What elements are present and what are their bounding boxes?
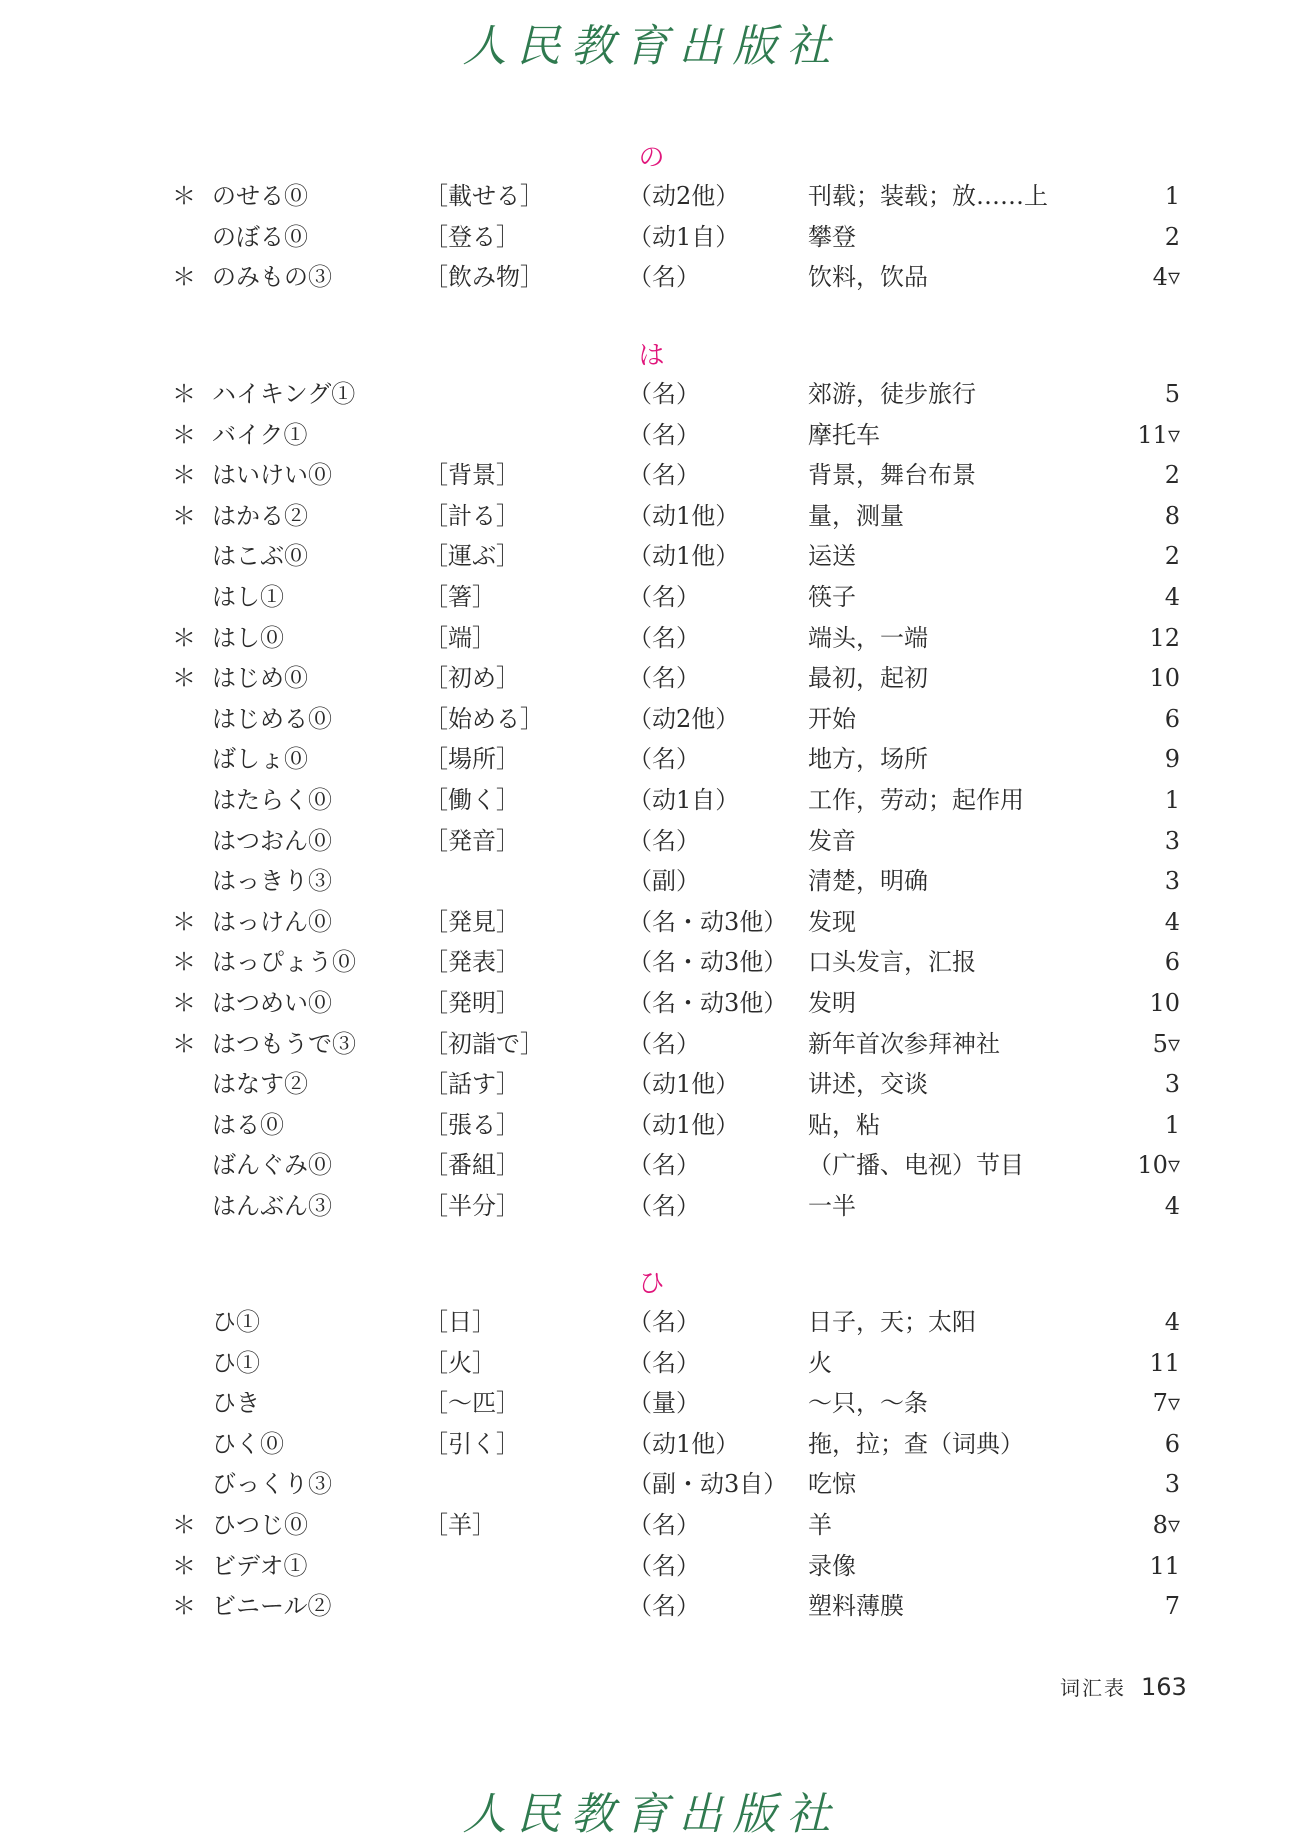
lesson-number: 6: [1164, 1429, 1180, 1458]
lesson-number: 11▿: [1137, 420, 1180, 449]
section-letter: の: [638, 143, 665, 173]
vocab-row: [0, 217, 1303, 258]
word-kanji: ［発見］: [424, 907, 520, 936]
word-kana: はっけん⓪: [212, 907, 332, 936]
vocab-row: [0, 902, 1303, 943]
part-of-speech: （名）: [628, 1510, 700, 1539]
page-footer: [1060, 1672, 1187, 1701]
part-of-speech: （动1他）: [628, 1070, 740, 1099]
vocab-row: [0, 1145, 1303, 1186]
part-of-speech: （名）: [628, 1592, 700, 1621]
word-meaning: 量，测量: [808, 501, 904, 530]
part-of-speech: （名・动3他）: [628, 907, 788, 936]
vocab-row: [0, 1424, 1303, 1465]
word-kanji: ［計る］: [424, 501, 520, 530]
word-kana: ひく⓪: [212, 1429, 284, 1458]
publisher-logo-bottom: 人民教育出版社: [462, 1789, 841, 1840]
vocab-row: [0, 699, 1303, 740]
lesson-number: 12: [1149, 623, 1180, 652]
part-of-speech: （动1他）: [628, 542, 740, 571]
new-word-marker: ＊: [172, 420, 196, 449]
part-of-speech: （副・动3自）: [628, 1470, 788, 1499]
vocab-row: [0, 1505, 1303, 1546]
word-kana: はつめい⓪: [212, 988, 332, 1017]
word-kanji: ［発明］: [424, 988, 520, 1017]
word-meaning: 塑料薄膜: [808, 1592, 904, 1621]
new-word-marker: ＊: [172, 988, 196, 1017]
lesson-number: 4: [1164, 1191, 1180, 1220]
word-meaning: 羊: [808, 1510, 832, 1539]
word-meaning: 端头，一端: [808, 623, 928, 652]
vocab-row: [0, 618, 1303, 659]
word-kana: のせる⓪: [212, 182, 308, 210]
word-kanji: ［引く］: [424, 1429, 520, 1458]
lesson-number: 6: [1164, 704, 1180, 733]
part-of-speech: （量）: [628, 1389, 700, 1418]
word-kanji: ［場所］: [424, 745, 520, 774]
lesson-number: 11: [1149, 1348, 1180, 1377]
new-word-marker: ＊: [172, 1029, 196, 1058]
lesson-number: 3: [1164, 826, 1180, 855]
part-of-speech: （名）: [628, 420, 700, 449]
vocab-row: [0, 577, 1303, 618]
word-kana: のぼる⓪: [212, 222, 308, 251]
vocab-row: [0, 374, 1303, 415]
part-of-speech: （名・动3他）: [628, 948, 788, 977]
part-of-speech: （动1他）: [628, 501, 740, 530]
new-word-marker: ＊: [172, 501, 196, 530]
word-kana: バイク①: [212, 420, 308, 449]
lesson-number: 5▿: [1152, 1029, 1180, 1058]
word-meaning: 郊游，徒步旅行: [808, 380, 976, 408]
word-kanji: ［働く］: [424, 785, 520, 814]
vocab-row: [0, 942, 1303, 983]
part-of-speech: （名）: [628, 1029, 700, 1058]
lesson-number: 4: [1164, 582, 1180, 611]
new-word-marker: ＊: [172, 948, 196, 977]
word-kanji: ［～匹］: [424, 1389, 520, 1418]
lesson-number: 5: [1164, 380, 1180, 408]
part-of-speech: （动1他）: [628, 1110, 740, 1139]
word-meaning: 筷子: [808, 582, 856, 611]
vocab-row: [0, 821, 1303, 862]
word-meaning: 发现: [808, 907, 856, 936]
word-kanji: ［発表］: [424, 948, 520, 977]
part-of-speech: （名）: [628, 664, 700, 693]
part-of-speech: （名）: [628, 1308, 700, 1336]
footer-label: 词汇表: [1060, 1676, 1126, 1700]
word-kana: はなす②: [212, 1070, 308, 1099]
lesson-number: 10▿: [1137, 1151, 1180, 1180]
word-kanji: ［運ぶ］: [424, 542, 520, 571]
word-kanji: ［端］: [424, 623, 496, 652]
lesson-number: 1: [1164, 182, 1180, 210]
word-meaning: 运送: [808, 542, 856, 571]
word-meaning: 讲述，交谈: [808, 1070, 928, 1099]
part-of-speech: （名）: [628, 582, 700, 611]
word-kana: はし⓪: [212, 623, 284, 652]
new-word-marker: ＊: [172, 1592, 196, 1621]
vocab-row: [0, 1064, 1303, 1105]
word-kana: はいけい⓪: [212, 461, 332, 490]
word-kana: ビニール②: [212, 1592, 332, 1621]
word-meaning: 录像: [808, 1551, 856, 1580]
section-hi: [0, 1266, 1303, 1627]
vocab-row: [0, 176, 1303, 217]
word-kanji: ［背景］: [424, 461, 520, 490]
lesson-number: 4▿: [1152, 263, 1180, 292]
word-kana: ビデオ①: [212, 1551, 308, 1580]
word-kana: はたらく⓪: [212, 785, 332, 814]
word-kana: びっくり③: [212, 1470, 332, 1499]
vocab-row: [0, 1024, 1303, 1065]
vocab-row: [0, 1105, 1303, 1146]
new-word-marker: ＊: [172, 263, 196, 292]
word-meaning: 日子，天；太阳: [808, 1308, 976, 1336]
word-kanji: ［日］: [424, 1308, 496, 1336]
word-kana: はじめ⓪: [212, 664, 308, 693]
word-meaning: 火: [808, 1348, 832, 1377]
lesson-number: 3: [1164, 867, 1180, 896]
word-meaning: 地方，场所: [808, 745, 928, 774]
word-kana: はし①: [212, 582, 284, 611]
word-kana: はんぶん③: [212, 1191, 332, 1220]
vocab-row: [0, 455, 1303, 496]
word-meaning: 开始: [808, 704, 856, 733]
part-of-speech: （动2他）: [628, 704, 740, 733]
lesson-number: 9: [1164, 745, 1180, 774]
section-no: [0, 140, 1303, 298]
word-kana: ばしょ⓪: [212, 745, 308, 774]
new-word-marker: ＊: [172, 1551, 196, 1580]
part-of-speech: （动1自）: [628, 785, 740, 814]
new-word-marker: ＊: [172, 1510, 196, 1539]
vocab-row: [0, 739, 1303, 780]
new-word-marker: ＊: [172, 664, 196, 693]
vocab-row: [0, 780, 1303, 821]
vocab-row: [0, 1586, 1303, 1627]
vocab-row: [0, 861, 1303, 902]
word-kanji: ［発音］: [424, 826, 520, 855]
word-meaning: 一半: [808, 1191, 856, 1220]
vocab-row: [0, 1546, 1303, 1587]
part-of-speech: （动1自）: [628, 222, 740, 251]
lesson-number: 10: [1149, 988, 1180, 1017]
part-of-speech: （名）: [628, 623, 700, 652]
lesson-number: 6: [1164, 948, 1180, 977]
word-kana: ひつじ⓪: [212, 1510, 308, 1539]
word-kanji: ［話す］: [424, 1070, 520, 1099]
word-kana: はつもうで③: [212, 1029, 356, 1058]
new-word-marker: ＊: [172, 623, 196, 652]
lesson-number: 8: [1164, 501, 1180, 530]
word-kanji: ［初め］: [424, 664, 520, 693]
word-meaning: 吃惊: [808, 1470, 856, 1499]
vocab-row: [0, 415, 1303, 456]
word-kanji: ［番組］: [424, 1151, 520, 1180]
section-letter: は: [638, 341, 665, 371]
part-of-speech: （动2他）: [628, 182, 740, 210]
word-kanji: ［半分］: [424, 1191, 520, 1220]
lesson-number: 4: [1164, 1308, 1180, 1336]
lesson-number: 1: [1164, 1110, 1180, 1139]
lesson-number: 4: [1164, 907, 1180, 936]
vocab-row: [0, 257, 1303, 298]
part-of-speech: （名）: [628, 1191, 700, 1220]
part-of-speech: （名）: [628, 461, 700, 490]
lesson-number: 8▿: [1152, 1510, 1180, 1539]
word-meaning: 发明: [808, 988, 856, 1017]
word-kanji: ［火］: [424, 1348, 496, 1377]
word-meaning: 刊载；装载；放……上: [808, 182, 1048, 210]
word-kana: はっぴょう⓪: [212, 948, 356, 977]
new-word-marker: ＊: [172, 182, 196, 210]
vocab-row: [0, 1383, 1303, 1424]
word-meaning: 背景，舞台布景: [808, 461, 976, 490]
word-kana: はる⓪: [212, 1110, 284, 1139]
word-meaning: 拖，拉；查（词典）: [808, 1429, 1024, 1458]
word-meaning: 发音: [808, 826, 856, 855]
lesson-number: 7: [1164, 1592, 1180, 1621]
part-of-speech: （名）: [628, 745, 700, 774]
word-kana: はじめる⓪: [212, 704, 332, 733]
new-word-marker: ＊: [172, 907, 196, 936]
word-kana: のみもの③: [212, 263, 332, 292]
word-meaning: 新年首次参拜神社: [808, 1029, 1000, 1058]
part-of-speech: （名）: [628, 1151, 700, 1180]
word-meaning: 攀登: [808, 222, 856, 251]
lesson-number: 3: [1164, 1070, 1180, 1099]
part-of-speech: （名）: [628, 380, 700, 408]
word-meaning: 饮料，饮品: [808, 263, 928, 292]
vocab-row: [0, 1186, 1303, 1227]
word-meaning: 工作，劳动；起作用: [808, 785, 1024, 814]
word-kana: はかる②: [212, 501, 308, 530]
vocab-row: [0, 983, 1303, 1024]
word-meaning: 摩托车: [808, 420, 880, 449]
vocab-row: [0, 1343, 1303, 1384]
lesson-number: 2: [1164, 542, 1180, 571]
word-meaning: 贴，粘: [808, 1110, 880, 1139]
vocab-row: [0, 496, 1303, 537]
vocab-row: [0, 1464, 1303, 1505]
section-letter: ひ: [638, 1269, 665, 1299]
word-meaning: 最初，起初: [808, 664, 928, 693]
word-meaning: 清楚，明确: [808, 867, 928, 896]
part-of-speech: （名）: [628, 1348, 700, 1377]
word-kanji: ［載せる］: [424, 182, 544, 210]
part-of-speech: （名）: [628, 1551, 700, 1580]
lesson-number: 10: [1149, 664, 1180, 693]
word-meaning: （广播、电视）节目: [808, 1151, 1024, 1180]
word-kana: ひ①: [212, 1348, 260, 1377]
word-kanji: ［張る］: [424, 1110, 520, 1139]
word-kana: はこぶ⓪: [212, 542, 308, 571]
word-kana: はっきり③: [212, 867, 332, 896]
lesson-number: 2: [1164, 222, 1180, 251]
word-kanji: ［飲み物］: [424, 263, 544, 292]
vocab-row: [0, 536, 1303, 577]
part-of-speech: （名）: [628, 826, 700, 855]
page-number: 163: [1141, 1673, 1187, 1701]
part-of-speech: （名）: [628, 263, 700, 292]
word-kana: はつおん⓪: [212, 826, 332, 855]
part-of-speech: （副）: [628, 867, 700, 896]
word-kana: ひ①: [212, 1308, 260, 1336]
part-of-speech: （动1他）: [628, 1429, 740, 1458]
new-word-marker: ＊: [172, 380, 196, 408]
lesson-number: 7▿: [1152, 1389, 1180, 1418]
lesson-number: 3: [1164, 1470, 1180, 1499]
lesson-number: 2: [1164, 461, 1180, 490]
part-of-speech: （名・动3他）: [628, 988, 788, 1017]
word-kanji: ［箸］: [424, 582, 496, 611]
publisher-logo-top: 人民教育出版社: [462, 21, 841, 72]
vocab-row: [0, 1302, 1303, 1343]
word-meaning: 口头发言，汇报: [808, 948, 976, 977]
word-kana: ばんぐみ⓪: [212, 1151, 332, 1180]
lesson-number: 1: [1164, 785, 1180, 814]
word-kana: ハイキング①: [212, 380, 356, 408]
word-kana: ひき: [212, 1389, 260, 1418]
vocab-row: [0, 658, 1303, 699]
section-ha: [0, 338, 1303, 1226]
word-kanji: ［初詣で］: [424, 1029, 544, 1058]
word-kanji: ［羊］: [424, 1510, 496, 1539]
word-meaning: ～只，～条: [808, 1389, 928, 1418]
word-kanji: ［始める］: [424, 704, 544, 733]
word-kanji: ［登る］: [424, 222, 520, 251]
new-word-marker: ＊: [172, 461, 196, 490]
lesson-number: 11: [1149, 1551, 1180, 1580]
